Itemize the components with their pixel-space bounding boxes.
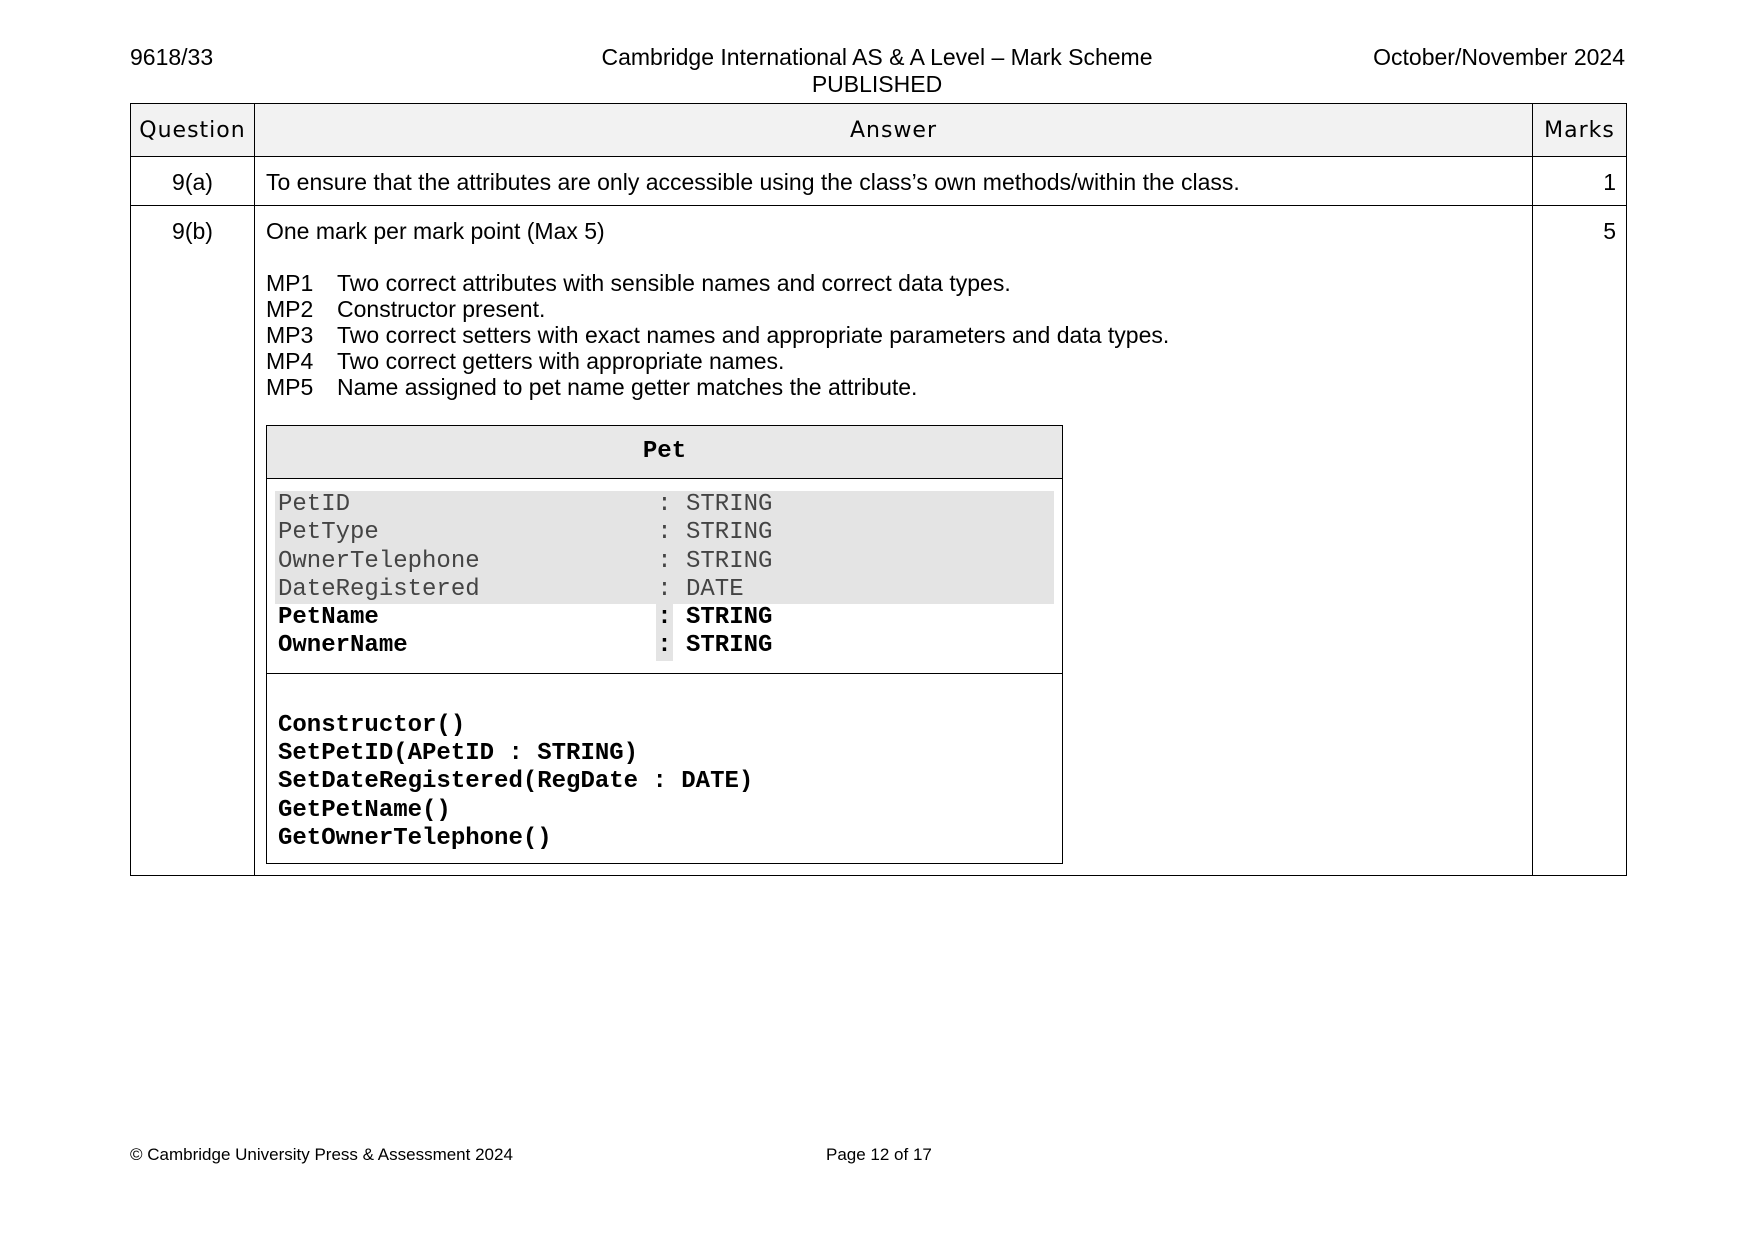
marks-value: 1 bbox=[1533, 157, 1627, 206]
answer-intro: One mark per mark point (Max 5) bbox=[266, 218, 605, 244]
answer-text: To ensure that the attributes are only accessible using the class’s own methods/within the class. bbox=[255, 157, 1533, 206]
method: SetDateRegistered(RegDate : DATE) bbox=[278, 768, 754, 796]
table-row bbox=[131, 157, 1627, 206]
attribute-row bbox=[275, 519, 1054, 547]
mark-point bbox=[266, 322, 1520, 348]
page-number: Page 12 of 17 bbox=[826, 1145, 932, 1164]
published-label: PUBLISHED bbox=[811, 71, 943, 97]
mark-point-code: MP3 bbox=[266, 322, 314, 348]
mark-point-text: Two correct getters with appropriate names. bbox=[337, 348, 785, 374]
mark-point bbox=[266, 374, 1520, 400]
question-number: 9(a) bbox=[131, 157, 255, 206]
attribute-name: DateRegistered bbox=[278, 575, 480, 603]
attribute-row bbox=[275, 548, 1054, 576]
attribute-colon: : bbox=[657, 575, 672, 603]
attribute-row bbox=[275, 632, 1054, 660]
method-list bbox=[267, 674, 1062, 863]
attribute-type: STRING bbox=[686, 604, 773, 632]
mark-point bbox=[266, 296, 1520, 322]
attribute-name: PetName bbox=[278, 604, 379, 632]
attribute-colon: : bbox=[657, 632, 672, 660]
mark-point-text: Name assigned to pet name getter matches the attribute. bbox=[337, 374, 918, 400]
attribute-type: STRING bbox=[686, 547, 773, 575]
answer-header: Answer bbox=[255, 104, 1533, 157]
attribute-row bbox=[275, 604, 1054, 632]
mark-point-list bbox=[266, 270, 1520, 400]
mark-point-code: MP1 bbox=[266, 270, 314, 296]
exam-session: October/November 2024 bbox=[1373, 44, 1625, 70]
mark-point-text: Two correct attributes with sensible names and correct data types. bbox=[337, 270, 1011, 296]
method: Constructor() bbox=[278, 711, 466, 739]
attribute-type: DATE bbox=[686, 575, 744, 603]
paper-code: 9618/33 bbox=[130, 44, 214, 70]
copyright-notice: © Cambridge University Press & Assessment 2024 bbox=[130, 1145, 513, 1164]
mark-point-text: Constructor present. bbox=[337, 296, 546, 322]
attribute-colon: : bbox=[657, 604, 672, 632]
mark-point-code: MP2 bbox=[266, 296, 314, 322]
attribute-list bbox=[267, 479, 1062, 674]
mark-point-text: Two correct setters with exact names and appropriate parameters and data types. bbox=[337, 322, 1170, 348]
mark-point bbox=[266, 270, 1520, 296]
class-name: Pet bbox=[267, 426, 1062, 479]
attribute-type: STRING bbox=[686, 491, 773, 518]
question-number: 9(b) bbox=[131, 206, 255, 876]
attribute-row bbox=[275, 576, 1054, 604]
attribute-colon: : bbox=[657, 491, 672, 518]
attribute-type: STRING bbox=[686, 519, 773, 547]
attribute-name: PetID bbox=[278, 491, 351, 518]
mark-point-code: MP4 bbox=[266, 348, 314, 374]
question-header: Question bbox=[131, 104, 255, 157]
table-row bbox=[131, 206, 1627, 876]
mark-point bbox=[266, 348, 1520, 374]
attribute-name: PetType bbox=[278, 519, 379, 547]
class-diagram bbox=[266, 425, 1063, 864]
attribute-colon: : bbox=[657, 547, 672, 575]
attribute-name: OwnerTelephone bbox=[278, 547, 480, 575]
mark-scheme-table bbox=[130, 103, 1627, 876]
marks-value: 5 bbox=[1533, 206, 1627, 876]
mark-point-code: MP5 bbox=[266, 374, 314, 400]
method: GetPetName() bbox=[278, 796, 451, 824]
attribute-row bbox=[275, 491, 1054, 519]
marks-header: Marks bbox=[1533, 104, 1627, 157]
table-header-row bbox=[131, 104, 1627, 157]
title-line: Cambridge International AS & A Level – Mark Scheme bbox=[601, 44, 1153, 70]
attribute-type: STRING bbox=[686, 632, 773, 660]
method: SetPetID(APetID : STRING) bbox=[278, 740, 639, 768]
attribute-colon: : bbox=[657, 519, 672, 547]
attribute-name: OwnerName bbox=[278, 632, 408, 660]
answer-cell bbox=[255, 206, 1533, 876]
method: GetOwnerTelephone() bbox=[278, 824, 552, 852]
